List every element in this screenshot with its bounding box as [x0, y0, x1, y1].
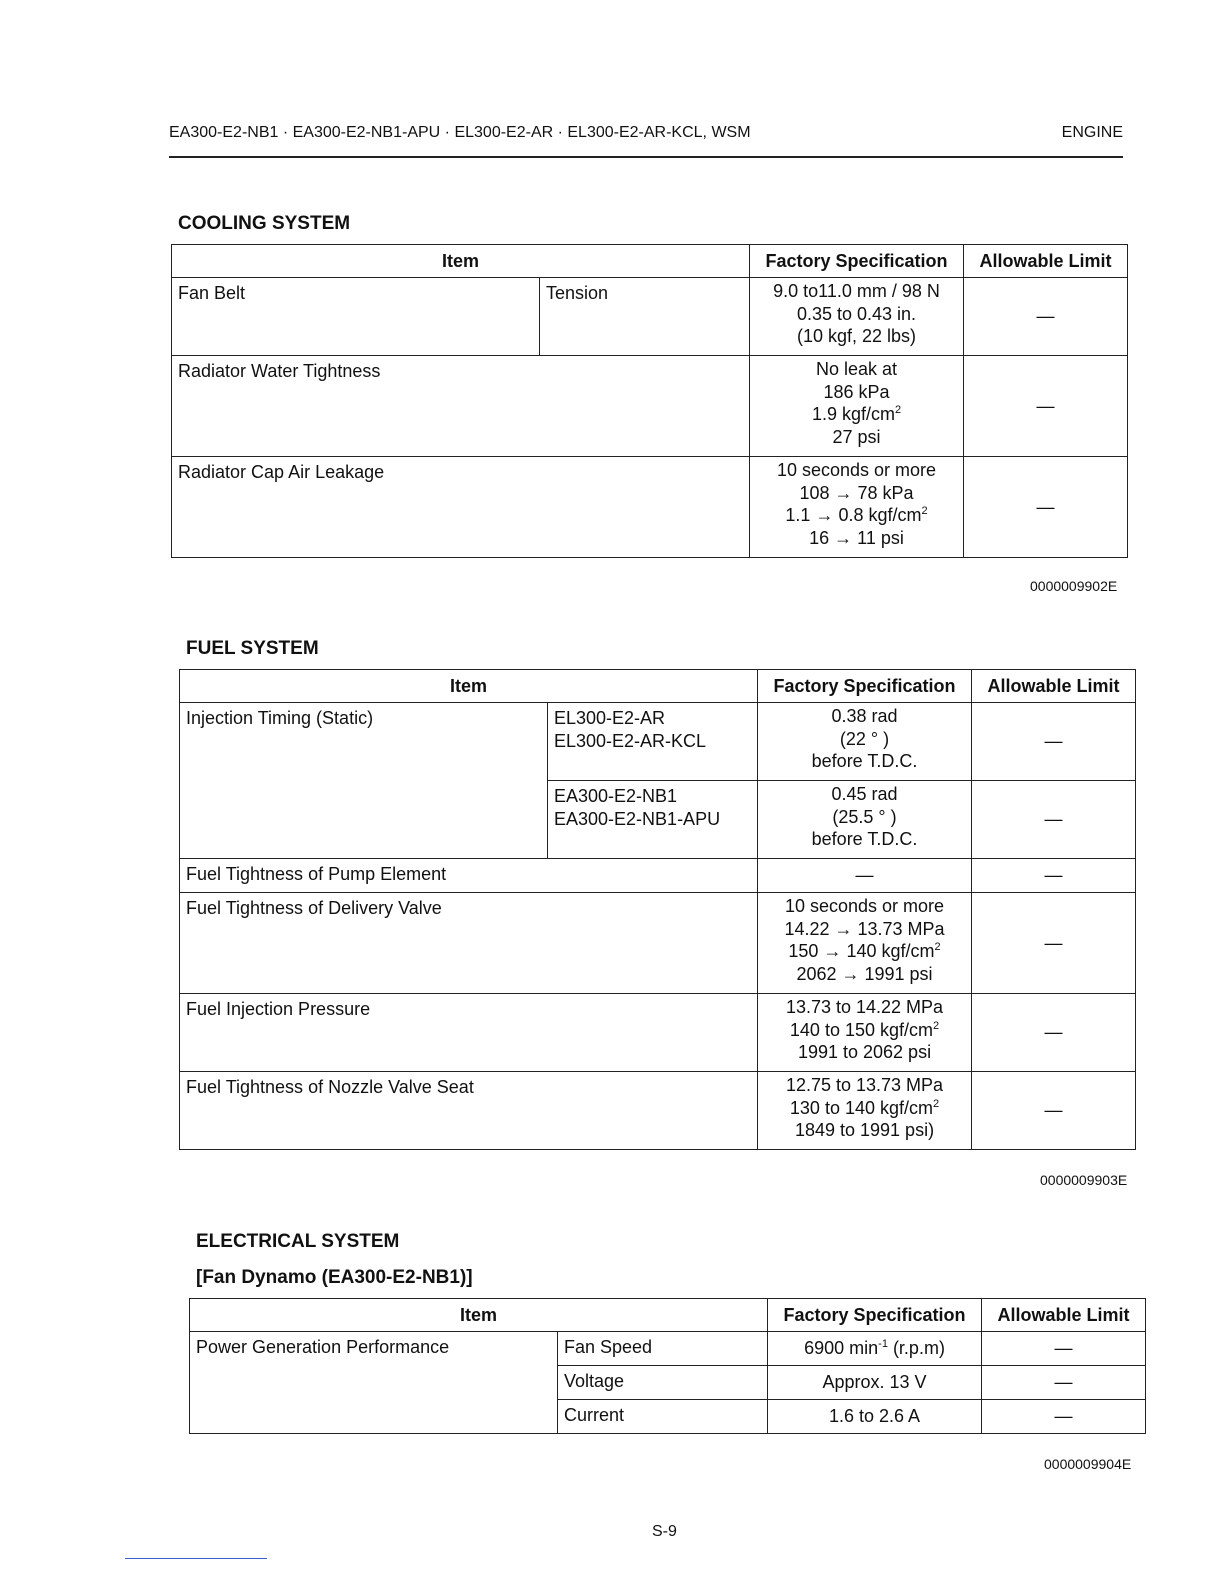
limit-voltage: — — [982, 1366, 1146, 1400]
table-row — [180, 893, 1136, 994]
header-allowable-limit: Allowable Limit — [964, 245, 1128, 278]
table-row — [180, 1072, 1136, 1150]
spec-line — [764, 1097, 965, 1120]
header-allowable-limit: Allowable Limit — [982, 1299, 1146, 1332]
limit-radiator-cap: — — [964, 457, 1128, 558]
table-row — [180, 703, 1136, 781]
header-item: Item — [190, 1299, 768, 1332]
fuel-reference-code: 0000009903E — [1040, 1172, 1128, 1188]
spec-fan-belt — [750, 278, 964, 356]
spec-superscript: 2 — [933, 1097, 940, 1110]
table-row — [172, 457, 1128, 558]
electrical-system-subtitle: [Fan Dynamo (EA300-E2-NB1)] — [196, 1267, 473, 1288]
spec-text: 1.9 kgf/cm — [811, 404, 895, 424]
spec-line: (25.5 ° ) — [832, 806, 897, 827]
limit-injection-timing-el300: — — [972, 703, 1136, 781]
item-injection-pressure: Fuel Injection Pressure — [180, 994, 758, 1072]
spec-superscript: -1 — [878, 1338, 888, 1351]
electrical-system-table — [189, 1298, 1146, 1434]
table-header-row — [172, 245, 1128, 278]
spec-line: 14.22 → 13.73 MPa — [784, 918, 945, 939]
header-section: ENGINE — [1061, 124, 1123, 141]
spec-line: before T.D.C. — [811, 751, 918, 771]
spec-voltage: Approx. 13 V — [768, 1366, 982, 1400]
spec-line — [764, 1019, 965, 1042]
fuel-system-table — [179, 669, 1136, 1150]
item-nozzle-valve-seat: Fuel Tightness of Nozzle Valve Seat — [180, 1072, 758, 1150]
limit-nozzle-valve-seat: — — [972, 1072, 1136, 1150]
item-power-generation: Power Generation Performance — [190, 1332, 558, 1434]
table-row — [180, 859, 1136, 893]
cooling-system-title: COOLING SYSTEM — [178, 213, 351, 234]
sub-item-models-ea300 — [548, 781, 758, 859]
spec-text: 6900 min — [804, 1338, 879, 1359]
spec-line: 186 kPa — [823, 381, 890, 402]
spec-line: 2062 → 1991 psi — [796, 963, 933, 984]
page-number: S-9 — [652, 1523, 677, 1540]
spec-line: (10 kgf, 22 lbs) — [796, 326, 917, 346]
spec-line: before T.D.C. — [811, 829, 918, 849]
item-radiator-water-tightness: Radiator Water Tightness — [172, 356, 750, 457]
spec-pump-element: — — [758, 859, 972, 893]
spec-injection-pressure — [758, 994, 972, 1072]
spec-nozzle-valve-seat — [758, 1072, 972, 1150]
limit-radiator-water: — — [964, 356, 1128, 457]
spec-text: 130 to 140 kgf/cm — [789, 1097, 933, 1118]
spec-radiator-water — [750, 356, 964, 457]
sub-item-current: Current — [558, 1400, 768, 1434]
spec-superscript: 2 — [921, 505, 928, 517]
table-row — [190, 1332, 1146, 1366]
electrical-system-title: ELECTRICAL SYSTEM — [196, 1231, 400, 1252]
item-pump-element: Fuel Tightness of Pump Element — [180, 859, 758, 893]
limit-current: — — [982, 1400, 1146, 1434]
item-injection-timing: Injection Timing (Static) — [180, 703, 548, 859]
header-models: EA300-E2-NB1 · EA300-E2-NB1-APU · EL300-E2-AR · EL300-E2-AR-KCL, WSM — [169, 124, 751, 141]
header-item: Item — [180, 670, 758, 703]
spec-current: 1.6 to 2.6 A — [768, 1400, 982, 1434]
spec-line: 0.45 rad — [831, 784, 898, 804]
spec-line: 16 → 11 psi — [809, 527, 904, 548]
model-name: EL300-E2-AR-KCL — [554, 730, 707, 751]
spec-line: 10 seconds or more — [776, 460, 937, 480]
model-name: EL300-E2-AR — [554, 708, 666, 728]
item-fan-belt: Fan Belt — [172, 278, 540, 356]
spec-text: 140 to 150 kgf/cm — [789, 1019, 933, 1040]
spec-line: 0.38 rad — [831, 706, 898, 726]
sub-item-models-el300 — [548, 703, 758, 781]
spec-fan-speed — [768, 1332, 982, 1366]
spec-line — [764, 940, 965, 963]
header-item: Item — [172, 245, 750, 278]
sub-item-tension: Tension — [540, 278, 750, 356]
spec-delivery-valve — [758, 893, 972, 994]
fuel-system-title: FUEL SYSTEM — [186, 638, 319, 659]
sub-item-voltage: Voltage — [558, 1366, 768, 1400]
footer-divider — [125, 1558, 267, 1559]
spec-line: 1991 to 2062 psi — [797, 1042, 932, 1062]
spec-line: 9.0 to11.0 mm / 98 N — [773, 281, 940, 301]
spec-line: (22 ° ) — [839, 728, 890, 749]
table-header-row — [190, 1299, 1146, 1332]
item-radiator-cap: Radiator Cap Air Leakage — [172, 457, 750, 558]
item-delivery-valve: Fuel Tightness of Delivery Valve — [180, 893, 758, 994]
limit-pump-element: — — [972, 859, 1136, 893]
table-row — [172, 278, 1128, 356]
spec-line: 1849 to 1991 psi) — [794, 1120, 935, 1140]
table-row — [172, 356, 1128, 457]
spec-text: (r.p.m) — [887, 1338, 945, 1359]
spec-injection-timing-el300 — [758, 703, 972, 781]
spec-radiator-cap — [750, 457, 964, 558]
spec-line: 108 → 78 kPa — [799, 482, 914, 503]
page-header — [169, 124, 1123, 158]
header-factory-spec: Factory Specification — [768, 1299, 982, 1332]
limit-injection-timing-ea300: — — [972, 781, 1136, 859]
spec-line — [756, 403, 957, 426]
spec-line: 0.35 to 0.43 in. — [796, 303, 917, 324]
header-factory-spec: Factory Specification — [758, 670, 972, 703]
header-allowable-limit: Allowable Limit — [972, 670, 1136, 703]
limit-fan-speed: — — [982, 1332, 1146, 1366]
model-name: EA300-E2-NB1-APU — [554, 808, 721, 829]
header-factory-spec: Factory Specification — [750, 245, 964, 278]
cooling-reference-code: 0000009902E — [1030, 578, 1118, 594]
spec-line: 12.75 to 13.73 MPa — [785, 1075, 944, 1095]
limit-injection-pressure: — — [972, 994, 1136, 1072]
limit-delivery-valve: — — [972, 893, 1136, 994]
spec-text: 1.1 → 0.8 kgf/cm — [785, 505, 922, 525]
spec-superscript: 2 — [934, 941, 941, 953]
spec-superscript: 2 — [894, 404, 902, 416]
spec-line — [756, 504, 957, 527]
spec-line: No leak at — [815, 359, 898, 379]
table-row — [180, 994, 1136, 1072]
spec-line: 10 seconds or more — [784, 896, 945, 916]
spec-line: 27 psi — [832, 426, 881, 447]
spec-line: 13.73 to 14.22 MPa — [785, 997, 944, 1017]
model-name: EA300-E2-NB1 — [554, 786, 678, 806]
sub-item-fan-speed: Fan Speed — [558, 1332, 768, 1366]
electrical-reference-code: 0000009904E — [1044, 1456, 1132, 1472]
table-header-row — [180, 670, 1136, 703]
spec-text: 150 → 140 kgf/cm — [788, 941, 935, 961]
spec-superscript: 2 — [933, 1019, 940, 1032]
limit-fan-belt: — — [964, 278, 1128, 356]
cooling-system-table — [171, 244, 1128, 558]
spec-injection-timing-ea300 — [758, 781, 972, 859]
